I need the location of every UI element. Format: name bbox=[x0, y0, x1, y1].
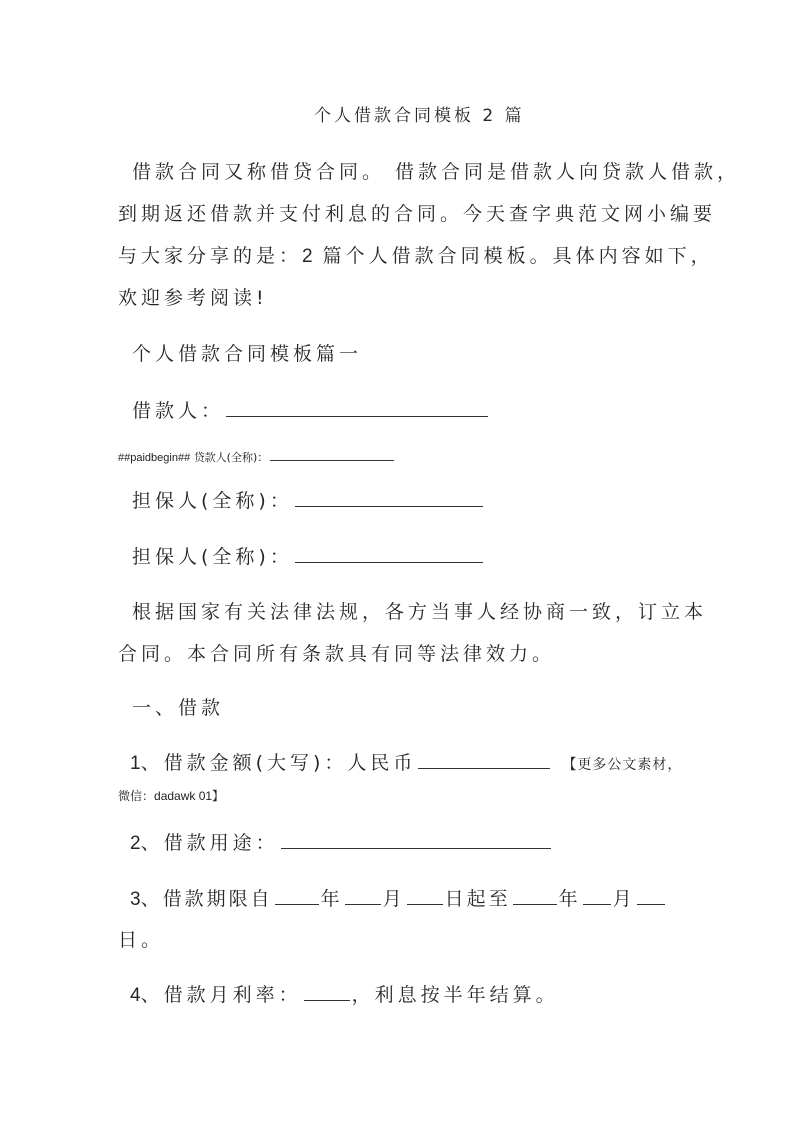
intro-line-3-a: 与大家分享的是： bbox=[118, 245, 303, 267]
item-3-month2-label: 月 bbox=[612, 888, 635, 910]
item-2-row bbox=[130, 830, 553, 856]
guarantor-2-row bbox=[132, 544, 485, 569]
section-heading: 个人借款合同模板篇一 bbox=[132, 343, 363, 365]
item-3-end: 日。 bbox=[118, 929, 165, 951]
borrower-label: 借款人： bbox=[132, 400, 225, 422]
guarantor-1-blank[interactable] bbox=[295, 488, 483, 507]
item-1-note: 【更多公文素材， bbox=[562, 757, 683, 773]
guarantor-2-blank[interactable] bbox=[295, 544, 483, 563]
guarantor-2-label: 担保人(全称)： bbox=[132, 546, 293, 568]
item-4-row bbox=[130, 982, 559, 1008]
borrower-row bbox=[132, 398, 490, 423]
item-1-row bbox=[130, 750, 682, 777]
item-3-label: 、借款期限自 bbox=[140, 888, 273, 910]
item-2-number: 2 bbox=[130, 833, 141, 854]
borrower-blank[interactable] bbox=[226, 398, 488, 417]
intro-line-1: 借款合同又称借贷合同。 借款合同是借款人向贷款人借款， bbox=[132, 161, 741, 183]
preamble-line-1: 根据国家有关法律法规，各方当事人经协商一致，订立本 bbox=[132, 601, 708, 623]
item-3-row bbox=[130, 886, 667, 912]
item-4-rest: ，利息按半年结算。 bbox=[351, 984, 559, 1006]
intro-line-2: 到期返还借款并支付利息的合同。今天查字典范文网小编要 bbox=[118, 203, 717, 225]
item-1-note-line-2 bbox=[118, 784, 224, 808]
lender-label: 贷款人(全称)： bbox=[193, 451, 269, 464]
intro-line-4: 欢迎参考阅读! bbox=[118, 287, 268, 309]
item-2-label: 、借款用途： bbox=[140, 832, 279, 854]
item-4-label: 、借款月利率： bbox=[140, 984, 302, 1006]
guarantor-1-row bbox=[132, 488, 485, 513]
item-3-end-year-blank[interactable] bbox=[513, 886, 557, 905]
item-3-number: 3 bbox=[130, 889, 141, 910]
item-1-note-wechat-label: 微信： bbox=[118, 789, 155, 803]
item-1-number: 1 bbox=[130, 753, 141, 774]
item-4-number: 4 bbox=[130, 985, 141, 1006]
guarantor-1-label: 担保人(全称)： bbox=[132, 490, 293, 512]
clause-heading: 一、借款 bbox=[132, 697, 225, 719]
item-2-blank[interactable] bbox=[281, 830, 551, 849]
paid-marker: ##paidbegin## bbox=[118, 452, 191, 464]
item-1-label: 、借款金额(大写)：人民币 bbox=[140, 752, 417, 774]
item-3-month-label: 月 bbox=[382, 888, 405, 910]
item-3-end-day-blank[interactable] bbox=[637, 886, 665, 905]
intro-line-3 bbox=[118, 244, 714, 269]
intro-line-3-b: 篇个人借款合同模板。具体内容如下， bbox=[312, 245, 714, 267]
item-4-rate-blank[interactable] bbox=[304, 982, 350, 1001]
lender-blank[interactable] bbox=[270, 450, 394, 461]
lender-row bbox=[118, 446, 396, 470]
document-title: 个人借款合同模板 2 篇 bbox=[314, 106, 525, 126]
item-3-year-label: 年 bbox=[320, 888, 343, 910]
preamble-line-2: 合同。本合同所有条款具有同等法律效力。 bbox=[118, 643, 556, 665]
item-3-start-month-blank[interactable] bbox=[345, 886, 381, 905]
item-3-end-month-blank[interactable] bbox=[583, 886, 611, 905]
item-1-note-wechat-id: dadawk 01】 bbox=[154, 789, 225, 803]
intro-line-3-number: 2 bbox=[302, 246, 313, 267]
item-3-year2-label: 年 bbox=[558, 888, 581, 910]
item-3-start-year-blank[interactable] bbox=[275, 886, 319, 905]
item-3-start-day-blank[interactable] bbox=[407, 886, 443, 905]
item-3-day-from-label: 日起至 bbox=[444, 888, 511, 910]
item-1-blank[interactable] bbox=[418, 750, 550, 769]
